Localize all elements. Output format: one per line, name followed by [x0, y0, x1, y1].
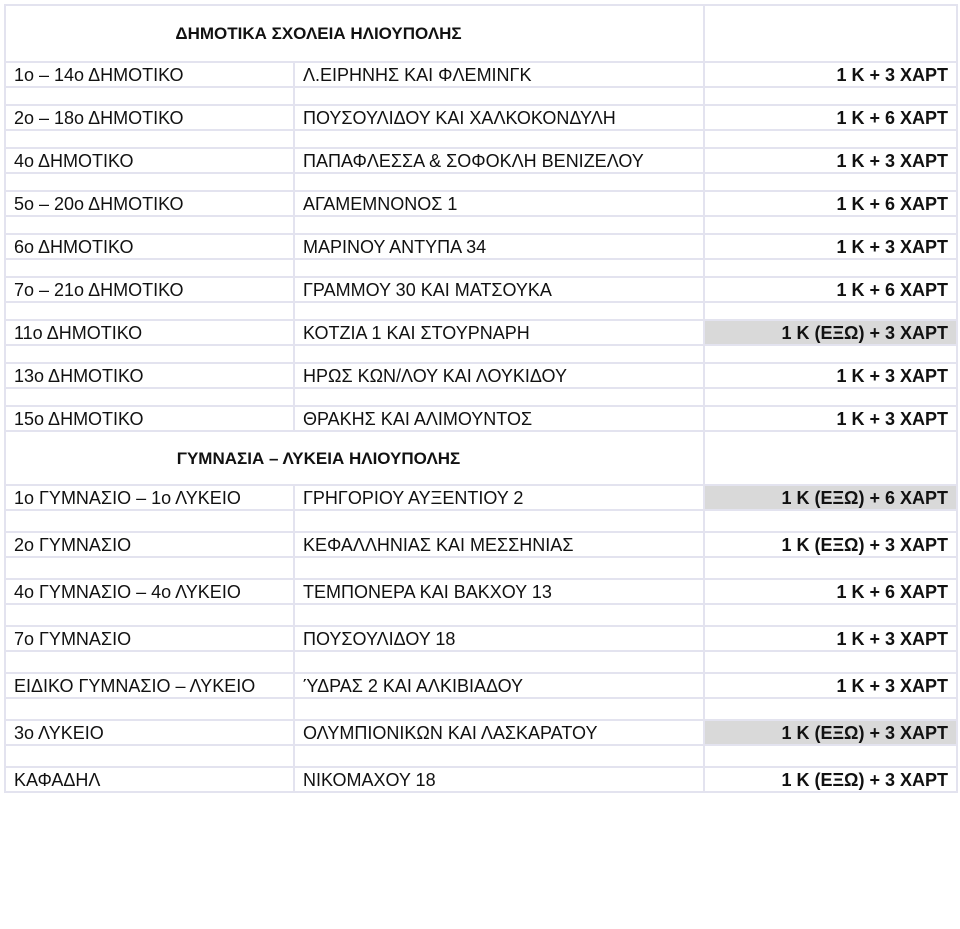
capacity-value: 1 Κ + 3 ΧΑΡΤ	[704, 626, 957, 651]
school-address: ΘΡΑΚΗΣ ΚΑΙ ΑΛΙΜΟΥΝΤΟΣ	[294, 406, 704, 431]
capacity-value: 1 Κ + 3 ΧΑΡΤ	[704, 234, 957, 259]
spacer-row	[5, 651, 957, 673]
section-header-primary	[5, 5, 957, 62]
capacity-value: 1 Κ + 3 ΧΑΡΤ	[704, 62, 957, 87]
school-address: Λ.ΕΙΡΗΝΗΣ ΚΑΙ ΦΛΕΜΙΝΓΚ	[294, 62, 704, 87]
capacity-value: 1 Κ + 3 ΧΑΡΤ	[704, 406, 957, 431]
school-name: 4ο ΔΗΜΟΤΙΚΟ	[5, 148, 294, 173]
spacer-row	[5, 388, 957, 406]
empty-cell	[704, 431, 957, 485]
school-name: 4ο ΓΥΜΝΑΣΙΟ – 4ο ΛΥΚΕΙΟ	[5, 579, 294, 604]
school-name: 2ο – 18ο ΔΗΜΟΤΙΚΟ	[5, 105, 294, 130]
school-name: 11ο ΔΗΜΟΤΙΚΟ	[5, 320, 294, 345]
school-address: ΠΑΠΑΦΛΕΣΣΑ & ΣΟΦΟΚΛΗ ΒΕΝΙΖΕΛΟΥ	[294, 148, 704, 173]
school-address: ΚΟΤΖΙΑ 1 ΚΑΙ ΣΤΟΥΡΝΑΡΗ	[294, 320, 704, 345]
capacity-value: 1 Κ + 3 ΧΑΡΤ	[704, 673, 957, 698]
spacer-row	[5, 510, 957, 532]
school-name: ΕΙΔΙΚΟ ΓΥΜΝΑΣΙΟ – ΛΥΚΕΙΟ	[5, 673, 294, 698]
spacer-row	[5, 745, 957, 767]
capacity-value: 1 Κ + 6 ΧΑΡΤ	[704, 105, 957, 130]
empty-cell	[704, 5, 957, 62]
spacer-row	[5, 259, 957, 277]
school-address: ΜΑΡΙΝΟΥ ΑΝΤΥΠΑ 34	[294, 234, 704, 259]
school-address: ΤΕΜΠΟΝΕΡΑ ΚΑΙ ΒΑΚΧΟΥ 13	[294, 579, 704, 604]
school-name: 1ο – 14ο ΔΗΜΟΤΙΚΟ	[5, 62, 294, 87]
school-address: ΠΟΥΣΟΥΛΙΔΟΥ ΚΑΙ ΧΑΛΚΟΚΟΝΔΥΛΗ	[294, 105, 704, 130]
capacity-value: 1 Κ + 6 ΧΑΡΤ	[704, 579, 957, 604]
capacity-value-highlighted: 1 Κ (ΕΞΩ) + 3 ΧΑΡΤ	[704, 320, 957, 345]
spacer-row	[5, 87, 957, 105]
table-row	[5, 105, 957, 130]
school-name: ΚΑΦΑΔΗΛ	[5, 767, 294, 792]
school-address: ΟΛΥΜΠΙΟΝΙΚΩΝ ΚΑΙ ΛΑΣΚΑΡΑΤΟΥ	[294, 720, 704, 745]
capacity-value: 1 Κ + 3 ΧΑΡΤ	[704, 148, 957, 173]
school-name: 7ο ΓΥΜΝΑΣΙΟ	[5, 626, 294, 651]
spacer-row	[5, 173, 957, 191]
table-row	[5, 767, 957, 792]
table-row	[5, 191, 957, 216]
spacer-row	[5, 698, 957, 720]
school-name: 15ο ΔΗΜΟΤΙΚΟ	[5, 406, 294, 431]
table-row	[5, 406, 957, 431]
school-address: ΝΙΚΟΜΑΧΟΥ 18	[294, 767, 704, 792]
table-row	[5, 320, 957, 345]
table-row	[5, 62, 957, 87]
school-name: 7ο – 21ο ΔΗΜΟΤΙΚΟ	[5, 277, 294, 302]
capacity-value: 1 Κ (ΕΞΩ) + 3 ΧΑΡΤ	[704, 532, 957, 557]
school-address: ΑΓΑΜΕΜΝΟΝΟΣ 1	[294, 191, 704, 216]
table-row	[5, 673, 957, 698]
spacer-row	[5, 604, 957, 626]
capacity-value-highlighted: 1 Κ (ΕΞΩ) + 3 ΧΑΡΤ	[704, 720, 957, 745]
capacity-value-highlighted: 1 Κ (ΕΞΩ) + 6 ΧΑΡΤ	[704, 485, 957, 510]
table-row	[5, 532, 957, 557]
spacer-row	[5, 130, 957, 148]
school-name: 1ο ΓΥΜΝΑΣΙΟ – 1ο ΛΥΚΕΙΟ	[5, 485, 294, 510]
table-row	[5, 277, 957, 302]
school-name: 13ο ΔΗΜΟΤΙΚΟ	[5, 363, 294, 388]
table-row	[5, 579, 957, 604]
table-row	[5, 485, 957, 510]
school-name: 6ο ΔΗΜΟΤΙΚΟ	[5, 234, 294, 259]
school-address: ΓΡΑΜΜΟΥ 30 ΚΑΙ ΜΑΤΣΟΥΚΑ	[294, 277, 704, 302]
capacity-value: 1 Κ (ΕΞΩ) + 3 ΧΑΡΤ	[704, 767, 957, 792]
school-address: ΓΡΗΓΟΡΙΟΥ ΑΥΞΕΝΤΙΟΥ 2	[294, 485, 704, 510]
school-name: 5ο – 20ο ΔΗΜΟΤΙΚΟ	[5, 191, 294, 216]
school-address: ΚΕΦΑΛΛΗΝΙΑΣ ΚΑΙ ΜΕΣΣΗΝΙΑΣ	[294, 532, 704, 557]
table-row	[5, 148, 957, 173]
section-title-secondary: ΓΥΜΝΑΣΙΑ – ΛΥΚΕΙΑ ΗΛΙΟΥΠΟΛΗΣ	[5, 431, 704, 485]
school-address: ΠΟΥΣΟΥΛΙΔΟΥ 18	[294, 626, 704, 651]
table-row	[5, 234, 957, 259]
capacity-value: 1 Κ + 6 ΧΑΡΤ	[704, 277, 957, 302]
capacity-value: 1 Κ + 3 ΧΑΡΤ	[704, 363, 957, 388]
school-address: ΗΡΩΣ ΚΩΝ/ΛΟΥ ΚΑΙ ΛΟΥΚΙΔΟΥ	[294, 363, 704, 388]
school-name: 3ο ΛΥΚΕΙΟ	[5, 720, 294, 745]
section-title-primary: ΔΗΜΟΤΙΚΑ ΣΧΟΛΕΙΑ ΗΛΙΟΥΠΟΛΗΣ	[5, 5, 704, 62]
table-row	[5, 626, 957, 651]
section-header-secondary	[5, 431, 957, 485]
table-row	[5, 720, 957, 745]
capacity-value: 1 Κ + 6 ΧΑΡΤ	[704, 191, 957, 216]
schools-table	[4, 4, 958, 793]
spacer-row	[5, 216, 957, 234]
table-row	[5, 363, 957, 388]
spacer-row	[5, 345, 957, 363]
spacer-row	[5, 557, 957, 579]
school-address: ΎΔΡΑΣ 2 ΚΑΙ ΑΛΚΙΒΙΑΔΟΥ	[294, 673, 704, 698]
school-name: 2ο ΓΥΜΝΑΣΙΟ	[5, 532, 294, 557]
spacer-row	[5, 302, 957, 320]
